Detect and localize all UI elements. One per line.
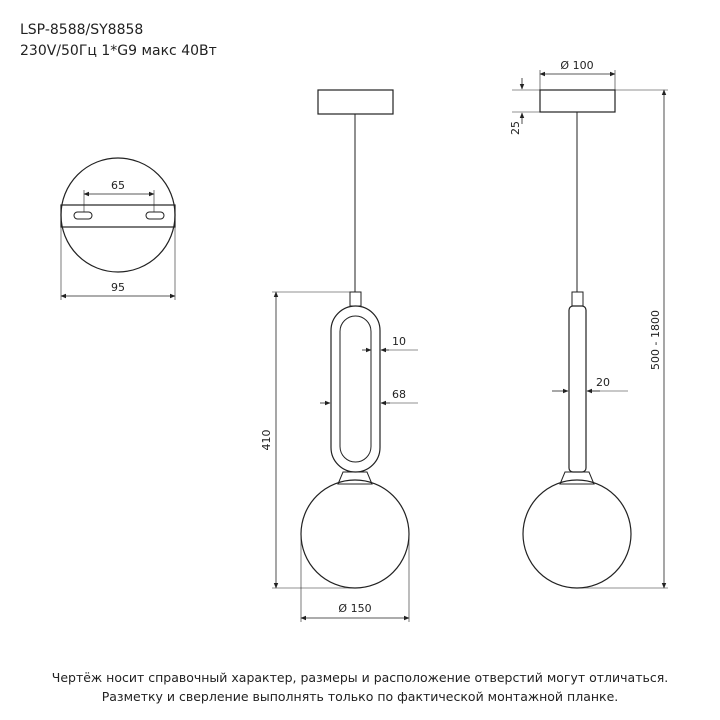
bracket-hole-left	[74, 212, 92, 219]
canopy-side	[540, 90, 615, 112]
canopy-diameter-label: Ø 100	[560, 59, 594, 72]
model-number: LSP-8588/SY8858	[20, 22, 144, 38]
plate-diameter-label: 95	[111, 281, 125, 294]
side-view	[509, 59, 668, 588]
globe-diameter-label: Ø 150	[338, 602, 372, 615]
ring-width-label: 68	[392, 388, 406, 401]
front-view	[260, 90, 418, 622]
drawing-disclaimer	[0, 668, 720, 706]
globe-holder-side	[560, 472, 594, 484]
mounting-plate-view	[61, 158, 175, 300]
glass-globe	[301, 480, 409, 588]
globe-holder	[338, 472, 372, 484]
ring-outer	[331, 306, 380, 472]
lamp-height-label: 410	[260, 429, 273, 451]
rod-width-label: 20	[596, 376, 610, 389]
ring-profile-rod	[569, 306, 586, 472]
canopy-circle	[61, 158, 175, 272]
canopy	[318, 90, 393, 114]
mounting-bracket	[61, 205, 175, 227]
glass-globe-side	[523, 480, 631, 588]
hole-spacing-label: 65	[111, 179, 125, 192]
disclaimer-line-1: Чертёж носит справочный характер, размеры и расположение отверстий могут отличаться.	[51, 670, 669, 685]
disclaimer-line-2: Разметку и сверление выполнять только по фактической монтажной планке.	[101, 689, 619, 704]
canopy-height-label: 25	[509, 121, 522, 135]
ring-inner	[340, 316, 371, 462]
bracket-hole-right	[146, 212, 164, 219]
electrical-specs: 230V/50Гц 1*G9 макс 40Вт	[20, 43, 217, 59]
cable-grip	[350, 292, 361, 306]
cable-grip-side	[572, 292, 583, 306]
total-height-label: 500 - 1800	[649, 310, 662, 370]
ring-thickness-label: 10	[392, 335, 406, 348]
